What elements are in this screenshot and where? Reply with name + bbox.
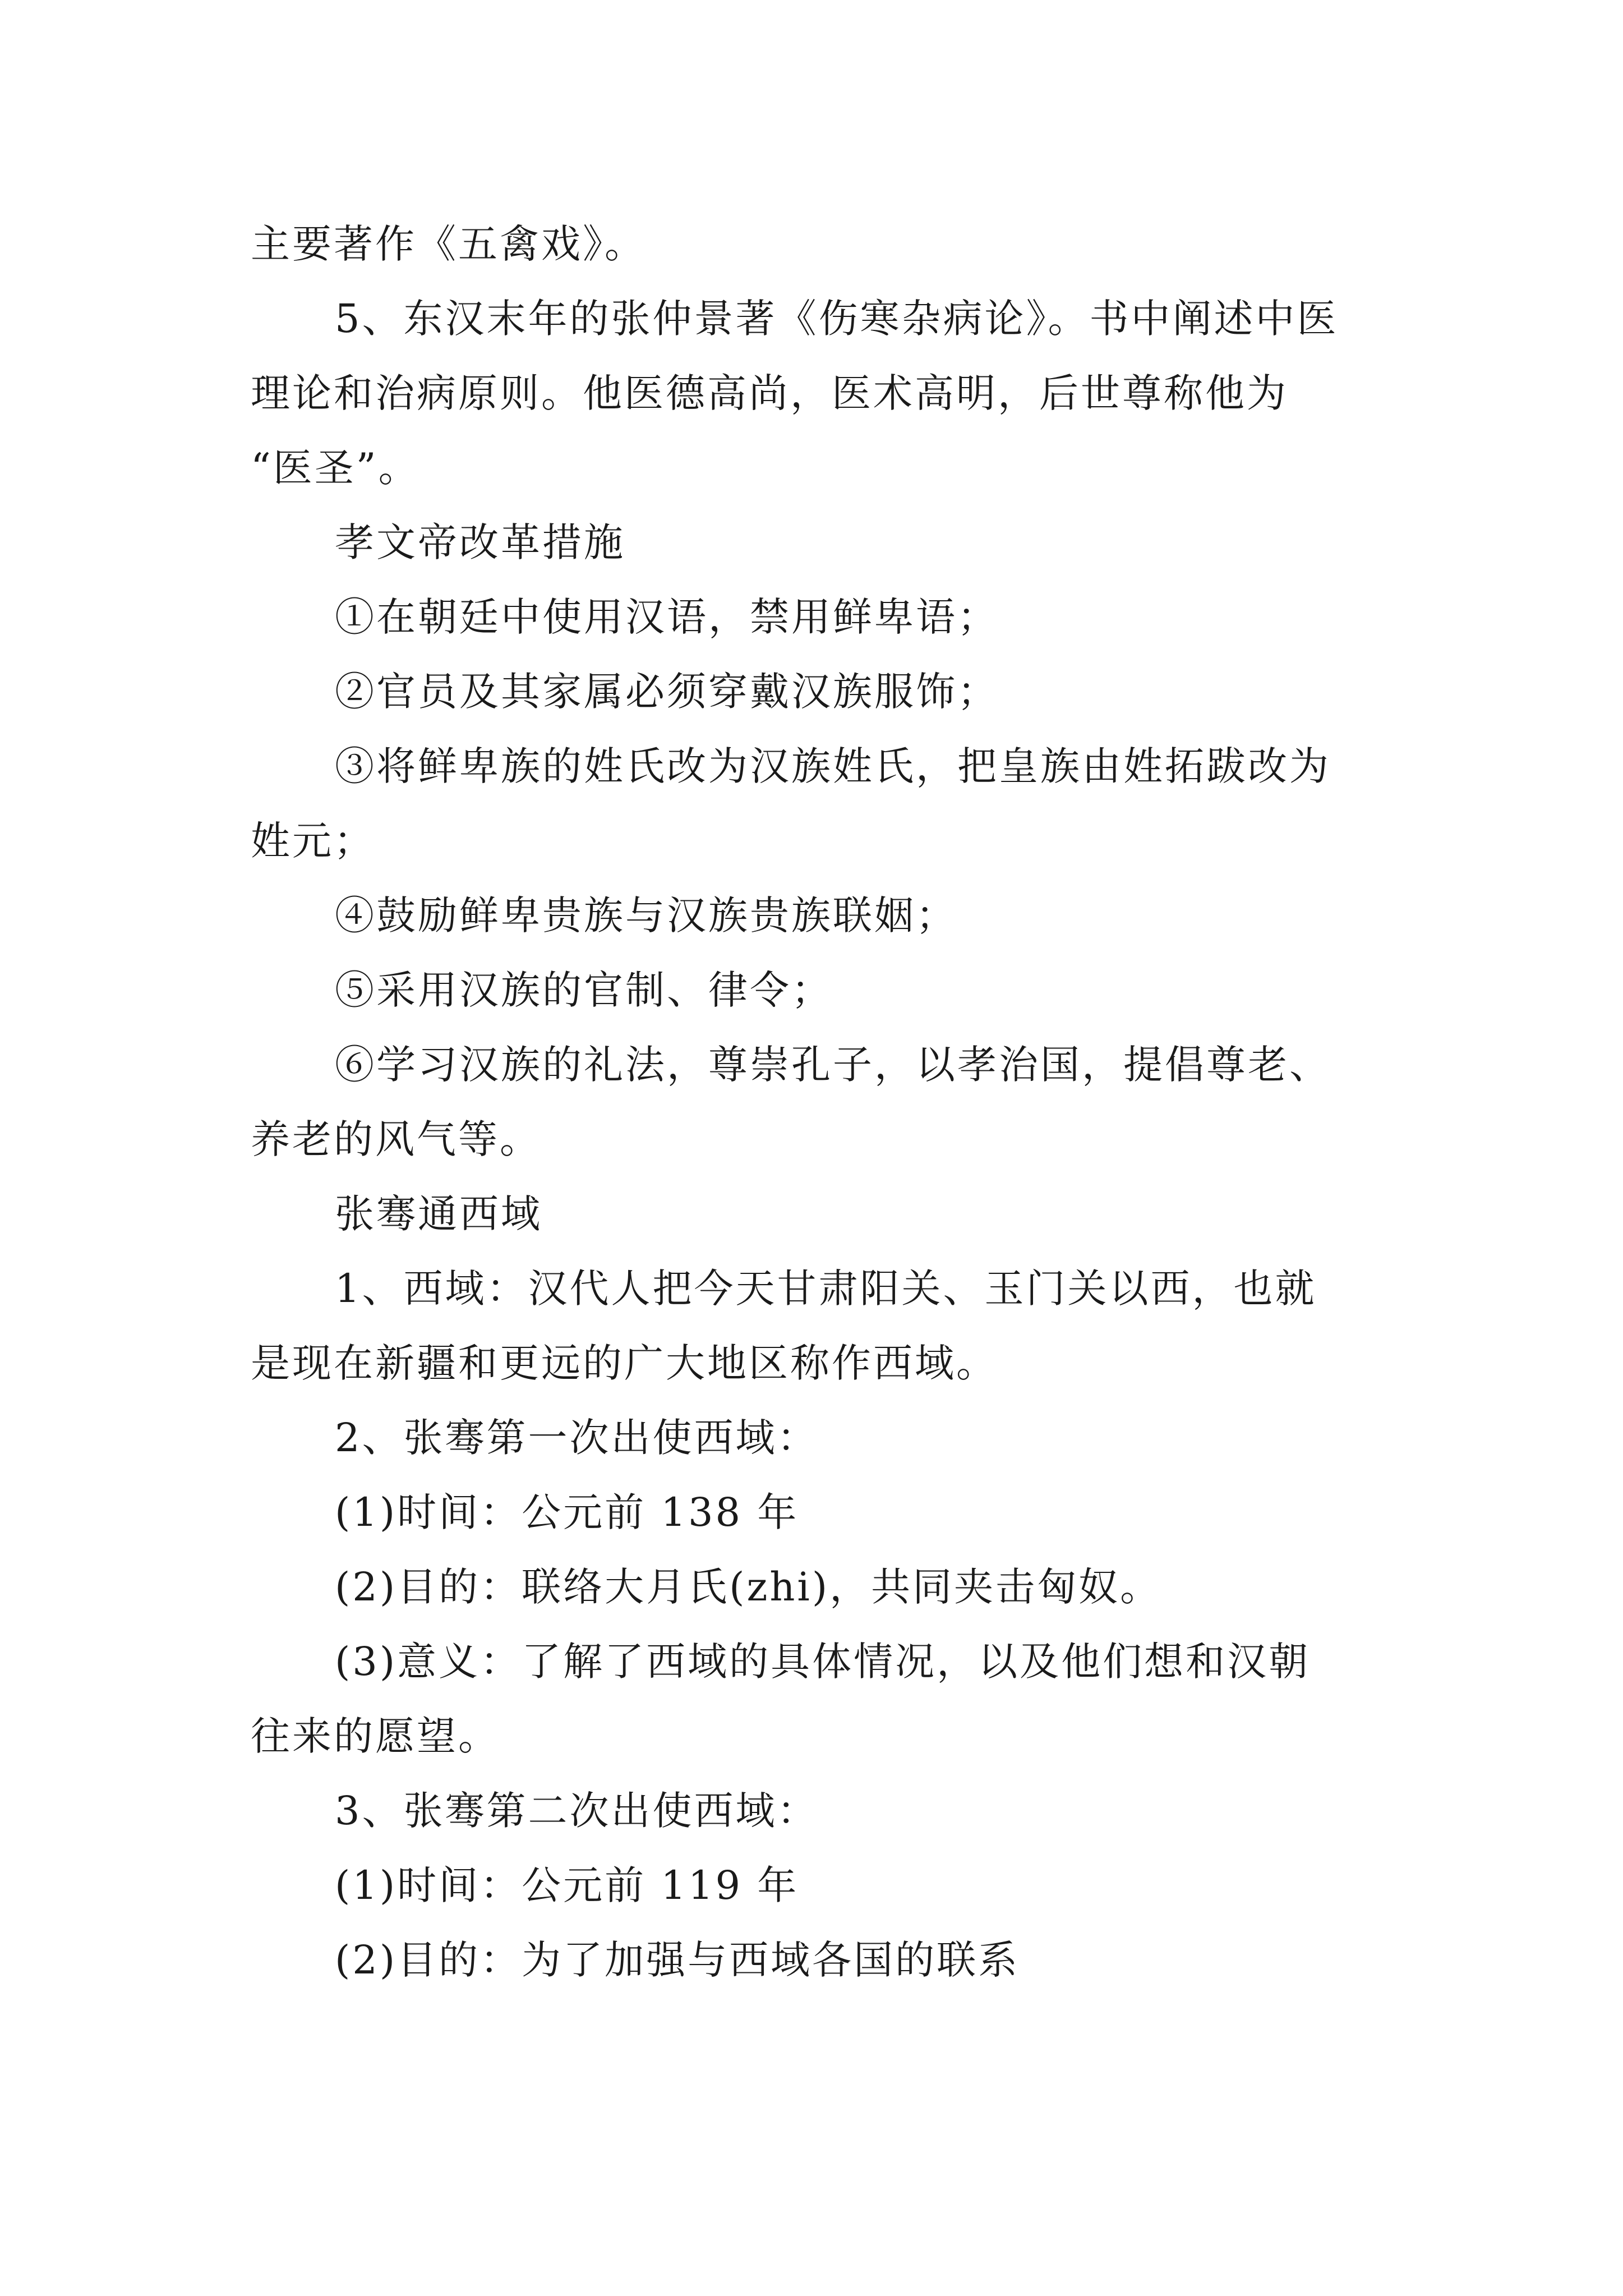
text-line: ⑤采用汉族的官制、律令； bbox=[335, 967, 833, 1013]
text-line: 3、张骞第二次出使西域： bbox=[335, 1788, 819, 1834]
text-line: ④鼓励鲜卑贵族与汉族贵族联姻； bbox=[335, 892, 957, 938]
section-heading: 孝文帝改革措施 bbox=[335, 519, 625, 565]
text-line: 主要著作《五禽戏》。 bbox=[251, 221, 646, 267]
text-line: (1)时间：公元前 138 年 bbox=[335, 1489, 799, 1535]
text-line: 往来的愿望。 bbox=[251, 1713, 500, 1759]
text-line: (3)意义：了解了西域的具体情况，以及他们想和汉朝 bbox=[335, 1639, 1311, 1685]
text-line: (1)时间：公元前 119 年 bbox=[335, 1862, 799, 1908]
text-line: ②官员及其家属必须穿戴汉族服饰； bbox=[335, 669, 999, 715]
text-line: 2、张骞第一次出使西域： bbox=[335, 1415, 819, 1461]
text-line: 理论和治病原则。他医德高尚，医术高明，后世尊称他为 bbox=[251, 370, 1288, 416]
section-heading: 张骞通西域 bbox=[335, 1191, 542, 1237]
text-line: “医圣”。 bbox=[251, 445, 420, 491]
text-line: (2)目的：为了加强与西域各国的联系 bbox=[335, 1937, 1020, 1983]
text-line: 5、东汉末年的张仲景著《伤寒杂病论》。书中阐述中医 bbox=[335, 296, 1339, 342]
text-line: (2)目的：联络大月氏(zhi)，共同夹击匈奴。 bbox=[335, 1564, 1162, 1610]
text-line: ①在朝廷中使用汉语，禁用鲜卑语； bbox=[335, 594, 999, 640]
text-line: 是现在新疆和更远的广大地区称作西域。 bbox=[251, 1340, 998, 1386]
text-line: 1、西域：汉代人把今天甘肃阳关、玉门关以西，也就 bbox=[335, 1266, 1317, 1312]
text-line: ⑥学习汉族的礼法，尊崇孔子，以孝治国，提倡尊老、 bbox=[335, 1042, 1331, 1088]
text-line: 养老的风气等。 bbox=[251, 1116, 541, 1162]
text-line: 姓元； bbox=[251, 818, 375, 864]
text-line: ③将鲜卑族的姓氏改为汉族姓氏，把皇族由姓拓跋改为 bbox=[335, 743, 1331, 789]
